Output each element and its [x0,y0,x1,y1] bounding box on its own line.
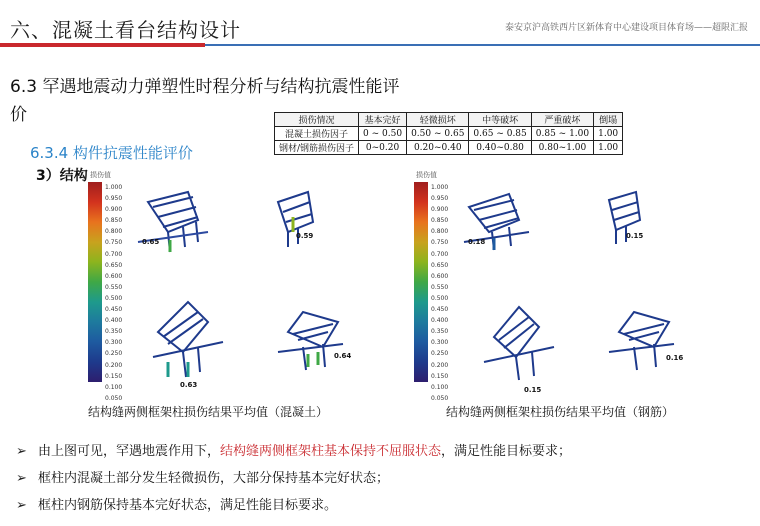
bullet-arrow-icon: ➢ [16,498,27,513]
header-project-name: 泰安京沪高铁西片区新体育中心建设项目体育场——超限汇报 [504,23,748,33]
bullet-item: ➢ 框柱内钢筋保持基本完好状态，满足性能目标要求。 [16,498,338,513]
colorbar-ticks: 1.000 0.950 0.900 0.850 0.800 0.750 0.700 0.650 0.600 0.550 0.500 0.450 0.400 0.350 0.300 0.250 0.200 0.150 0.100 0.050 [105,184,123,402]
table-header-cell: 损伤情况 [275,113,359,127]
item-label: 3）结构 [36,168,88,184]
damage-value-label: 0.63 [180,381,198,389]
table-header-row [275,113,623,127]
sub-subsection-title: 6.3.4 构件抗震性能评价 [30,144,193,162]
steel-frame-models [454,172,694,397]
damage-value-label: 0.15 [626,232,644,240]
table-header-cell: 严重破坏 [531,113,593,127]
table-header-cell: 基本完好 [359,113,407,127]
table-cell: 1.00 [594,141,623,155]
steel-figure-caption: 结构缝两侧框架柱损伤结果平均值（钢筋） [446,405,675,419]
section-title: 六、混凝土看台结构设计 [10,18,241,42]
table-cell: 钢材/钢筋损伤因子 [275,141,359,155]
damage-criteria-table [274,112,623,155]
damage-value-label: 0.65 [142,238,160,246]
concrete-damage-figure [88,171,368,402]
bullet-arrow-icon: ➢ [16,444,27,459]
damage-value-label: 0.64 [334,352,352,360]
damage-value-label: 0.59 [296,232,314,240]
frame-model [278,312,343,370]
table-cell: 0.85 ~ 1.00 [531,127,593,141]
concrete-frame-models [128,172,368,397]
table-header-cell: 中等破坏 [469,113,531,127]
legend-title: 损伤值 [416,171,437,179]
table-cell: 混凝土损伤因子 [275,127,359,141]
bullet-item: ➢ 框柱内混凝土部分发生轻微损伤，大部分保持基本完好状态； [16,471,390,486]
table-cell: 1.00 [594,127,623,141]
damage-colorbar [414,182,428,382]
table-row [275,127,623,141]
table-cell: 0.50 ~ 0.65 [407,127,469,141]
damage-value-label: 0.16 [666,354,684,362]
frame-model [484,307,554,380]
damage-value-label: 0.15 [524,386,542,394]
bullet-item: ➢ 由上图可见，罕遇地震作用下，结构缝两侧框架柱基本保持不屈服状态，满足性能目标要求； [16,444,572,459]
legend-title: 损伤值 [90,171,111,179]
concrete-figure-caption: 结构缝两侧框架柱损伤结果平均值（混凝土） [88,405,329,419]
frame-model [609,312,674,370]
colorbar-ticks: 1.000 0.950 0.900 0.850 0.800 0.750 0.700 0.650 0.600 0.550 0.500 0.450 0.400 0.350 0.300 0.250 0.200 0.150 0.100 0.050 [431,184,449,402]
table-header-cell: 轻微损坏 [407,113,469,127]
subsection-title-continued: 价 [10,105,27,125]
table-header-cell: 倒塌 [594,113,623,127]
table-cell: 0.40~0.80 [469,141,531,155]
table-cell: 0 ~ 0.50 [359,127,407,141]
bullet-arrow-icon: ➢ [16,471,27,486]
table-row [275,141,623,155]
table-cell: 0~0.20 [359,141,407,155]
damage-value-label: 0.18 [468,238,486,246]
damage-colorbar [88,182,102,382]
table-cell: 0.65 ~ 0.85 [469,127,531,141]
header-accent-bar [0,43,205,47]
table-cell: 0.20~0.40 [407,141,469,155]
subsection-title: 6.3 罕遇地震动力弹塑性时程分析与结构抗震性能评 [10,77,400,97]
steel-damage-figure [414,171,694,402]
table-cell: 0.80~1.00 [531,141,593,155]
highlighted-conclusion: 结构缝两侧框架柱基本保持不屈服状态 [220,444,442,459]
